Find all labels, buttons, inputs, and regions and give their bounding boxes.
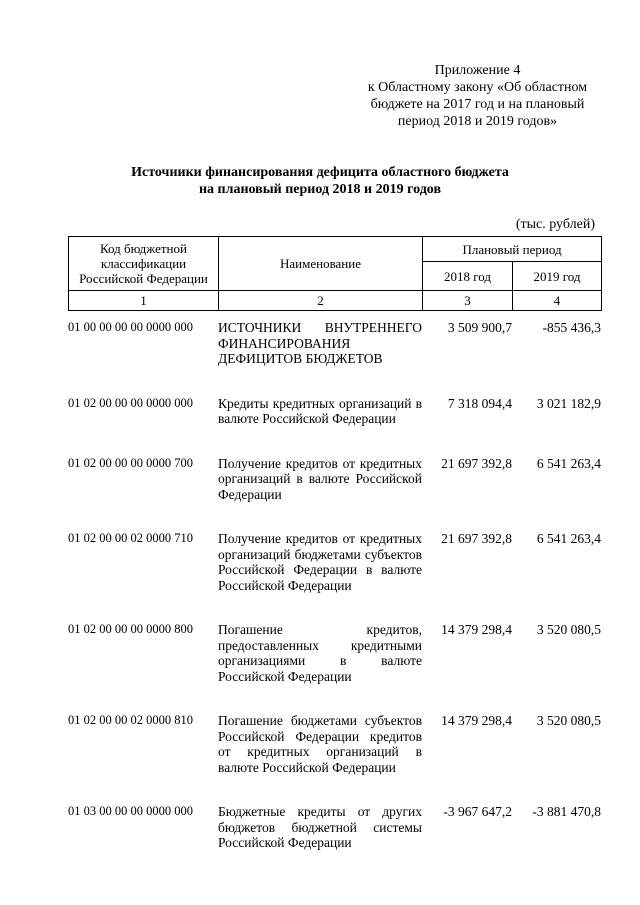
cell-2019: 6 541 263,4 [536,455,601,471]
row-spacer [68,502,601,531]
cell-2019: 6 541 263,4 [536,531,601,546]
cell-2018: 14 379 298,4 [441,713,512,728]
appendix-block [360,62,595,130]
header-code: Код бюджетной классификации Российской Федерации [69,237,219,291]
cell-2019: 3 520 080,5 [536,713,601,728]
row-spacer [68,427,601,456]
header-period: Плановый период [423,237,602,262]
units-note: (тыс. рублей) [515,217,595,232]
cell-name: Погашение кредитов, предоставленных кредитными организациями в валюте Российской Федерации [218,622,422,684]
table-row [68,320,601,367]
cell-2018: 14 379 298,4 [441,622,512,637]
title-line-1: Источники финансирования дефицита областного бюджета [131,165,509,180]
header-col-4: 4 [513,291,602,311]
cell-2019: -855 436,3 [542,320,601,335]
row-spacer [68,684,601,713]
table-row [68,396,601,427]
table-row [68,622,601,684]
header-year-2019: 2019 год [513,262,602,291]
appendix-line-3: период 2018 и 2019 годов» [397,114,558,129]
header-col-3: 3 [423,291,513,311]
cell-2019: 3 520 080,5 [536,622,601,637]
appendix-line-1: к Областному закону «Об областном [367,80,588,95]
header-year-2018: 2018 год [423,262,513,291]
data-table [68,320,601,851]
table-row [68,531,601,593]
appendix-number: Приложение 4 [434,63,521,78]
header-col-1: 1 [69,291,219,311]
cell-name: Погашение бюджетами субъектов Российской Федерации кредитов от кредитных организаций в валюте Российской Федерации [218,713,422,775]
cell-name: Получение кредитов от кредитных организаций в валюте Российской Федерации [218,455,422,502]
cell-code: 01 02 00 00 00 0000 800 [68,622,193,636]
document-title [40,164,600,198]
cell-code: 01 02 00 00 00 0000 000 [68,395,193,410]
row-spacer [68,593,601,622]
row-spacer [68,367,601,396]
cell-2019: 3 021 182,9 [536,395,601,411]
header-name: Наименование [219,237,423,291]
table-row [68,804,601,851]
cell-code: 01 02 00 00 02 0000 810 [68,713,193,727]
cell-code: 01 02 00 00 02 0000 710 [68,531,193,545]
table-header [68,236,602,311]
header-col-2: 2 [219,291,423,311]
table-row [68,713,601,775]
cell-2019: -3 881 470,8 [532,804,601,819]
cell-code: 01 02 00 00 00 0000 700 [68,455,193,470]
cell-2018: 21 697 392,8 [441,531,512,546]
cell-name: ИСТОЧНИКИ ВНУТРЕННЕГО ФИНАНСИРОВАНИЯ ДЕФИЦИТОВ БЮДЖЕТОВ [218,320,422,366]
cell-code: 01 00 00 00 00 0000 000 [68,320,193,334]
cell-2018: 7 318 094,4 [447,395,512,411]
cell-2018: 21 697 392,8 [441,455,512,471]
table-row [68,456,601,503]
title-line-2: на плановый период 2018 и 2019 годов [198,182,442,197]
cell-name: Бюджетные кредиты от других бюджетов бюджетной системы Российской Федерации [218,804,422,850]
cell-name: Получение кредитов от кредитных организаций бюджетами субъектов Российской Федерации в валюте Российской Федерации [218,531,422,593]
cell-code: 01 03 00 00 00 0000 000 [68,804,193,818]
row-spacer [68,775,601,804]
cell-2018: -3 967 647,2 [443,804,512,819]
appendix-line-2: бюджете на 2017 год и на плановый [370,97,585,112]
cell-2018: 3 509 900,7 [447,320,512,335]
cell-name: Кредиты кредитных организаций в валюте Российской Федерации [218,395,422,426]
